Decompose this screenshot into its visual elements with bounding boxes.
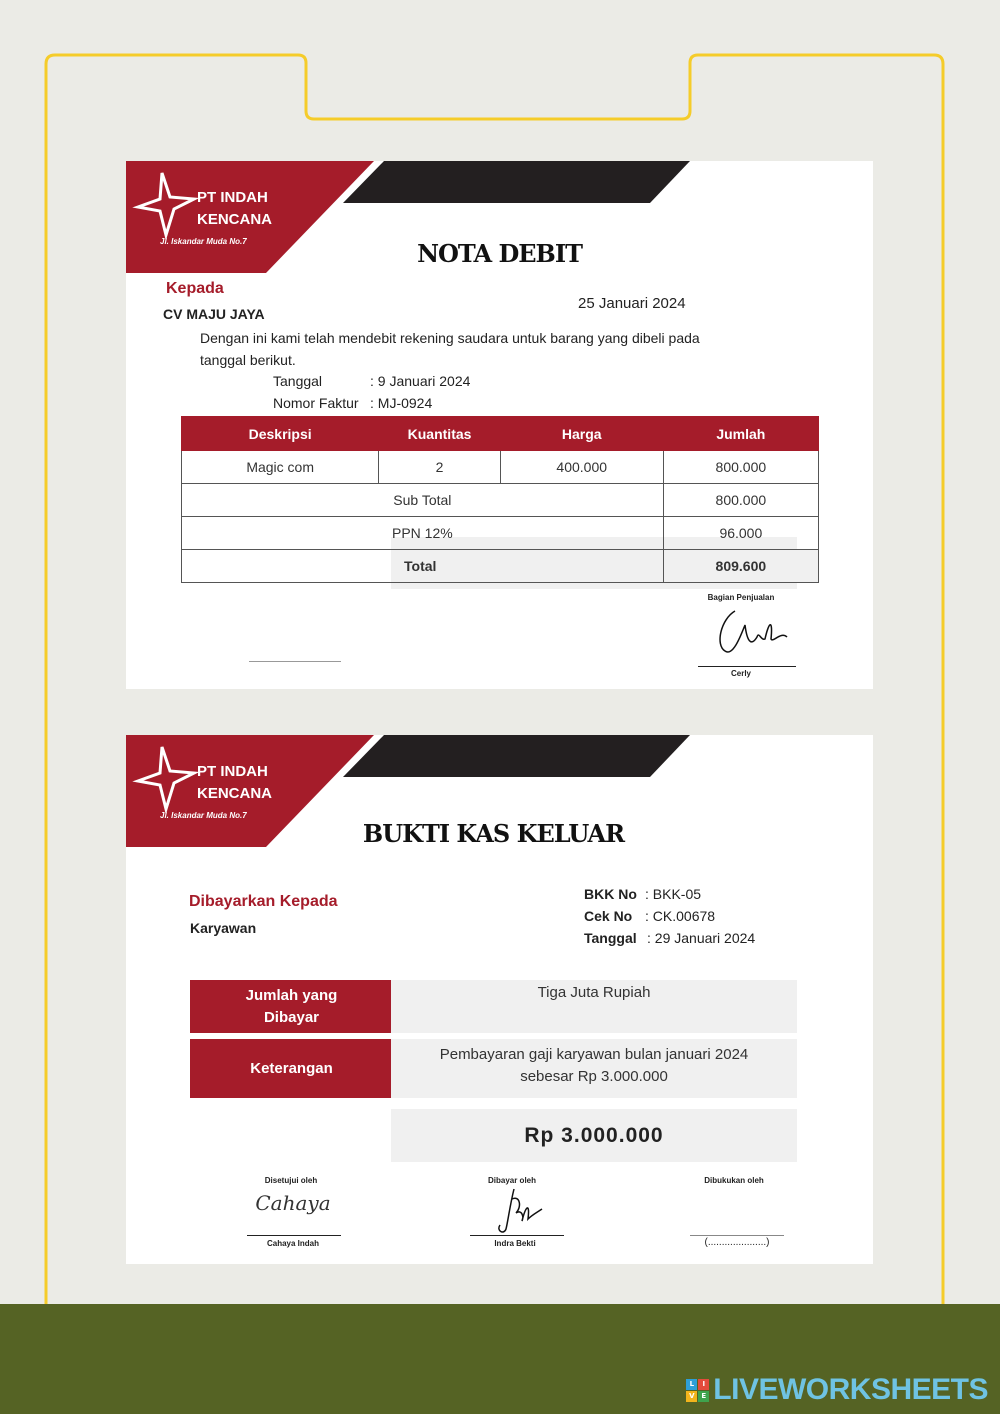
faktur-label: Nomor Faktur xyxy=(273,395,359,411)
booked-label: Dibukukan oleh xyxy=(704,1176,764,1185)
signature-icon xyxy=(711,601,791,659)
tanggal-label: Tanggal xyxy=(584,930,637,946)
cell-kuantitas: 2 xyxy=(379,451,500,484)
amount-words: Tiga Juta Rupiah xyxy=(391,980,797,1033)
total-row xyxy=(182,550,819,583)
bukti-kas-card xyxy=(126,735,873,1264)
note-text: Pembayaran gaji karyawan bulan januari 2024 sebesar Rp 3.000.000 xyxy=(391,1039,797,1098)
signature-line xyxy=(698,666,796,667)
document-title: BUKTI KAS KELUAR xyxy=(362,819,625,848)
recipient-name: CV MAJU JAYA xyxy=(163,306,265,322)
document-date: 25 Januari 2024 xyxy=(578,295,686,312)
total-amount: Rp 3.000.000 xyxy=(391,1109,797,1162)
cell-deskripsi: Magic com xyxy=(182,451,379,484)
brand-grid-icon: L I V E xyxy=(686,1379,709,1402)
tanggal-value: : 29 Januari 2024 xyxy=(647,930,756,946)
total-value: 809.600 xyxy=(663,550,818,583)
ppn-row xyxy=(182,517,819,550)
column-header: Harga xyxy=(500,417,663,451)
bkk-value: : BKK-05 xyxy=(645,886,702,902)
nota-debit-card xyxy=(126,161,873,689)
blank-signature-line xyxy=(249,661,341,662)
subtotal-value: 800.000 xyxy=(663,484,818,517)
table-row xyxy=(182,451,819,484)
column-header: Deskripsi xyxy=(182,417,379,451)
signature-line xyxy=(470,1235,564,1236)
brand-text: LIVEWORKSHEETS xyxy=(713,1373,988,1406)
paid-to-label: Dibayarkan Kepada xyxy=(189,893,338,910)
liveworksheets-logo[interactable] xyxy=(686,1372,988,1408)
signature-line xyxy=(247,1235,341,1236)
booked-name: (.....................) xyxy=(704,1237,770,1248)
company-name: PT INDAH KENCANA xyxy=(197,189,272,228)
bkk-label: BKK No xyxy=(584,886,637,902)
subtotal-row xyxy=(182,484,819,517)
signer-role: Bagian Penjualan xyxy=(707,593,775,602)
invoice-table xyxy=(181,416,819,583)
table-header-row xyxy=(182,417,819,451)
signature-line xyxy=(690,1235,784,1236)
company-address: Jl. Iskandar Muda No.7 xyxy=(160,237,247,246)
approved-name: Cahaya Indah xyxy=(266,1239,319,1248)
amount-label-box: Jumlah yang Dibayar xyxy=(190,980,393,1033)
note-label-box: Keterangan xyxy=(190,1039,393,1098)
approved-label: Disetujui oleh xyxy=(264,1176,318,1185)
signer-name: Cerly xyxy=(730,669,751,678)
ppn-label: PPN 12% xyxy=(182,517,664,550)
body-text-line1: Dengan ini kami telah mendebit rekening saudara untuk barang yang dibeli pada xyxy=(200,330,700,346)
to-label: Kepada xyxy=(166,280,224,297)
total-label: Total xyxy=(182,550,664,583)
cell-harga: 400.000 xyxy=(500,451,663,484)
tanggal-value: : 9 Januari 2024 xyxy=(370,373,471,389)
company-address: Jl. Iskandar Muda No.7 xyxy=(160,811,247,820)
faktur-value: : MJ-0924 xyxy=(370,395,433,411)
signature-icon xyxy=(486,1185,546,1237)
cell-jumlah: 800.000 xyxy=(663,451,818,484)
column-header: Jumlah xyxy=(663,417,818,451)
tanggal-label: Tanggal xyxy=(273,373,323,389)
subtotal-label: Sub Total xyxy=(182,484,664,517)
paid-to-value: Karyawan xyxy=(190,920,257,936)
body-text-line2: tanggal berikut. xyxy=(200,352,296,368)
paid-by-label: Dibayar oleh xyxy=(487,1176,536,1185)
cek-label: Cek No xyxy=(584,908,633,924)
column-header: Kuantitas xyxy=(379,417,500,451)
document-title: NOTA DEBIT xyxy=(417,239,582,268)
company-name: PT INDAH KENCANA xyxy=(197,763,272,802)
approved-signature: Cahaya xyxy=(255,1191,331,1215)
paid-by-name: Indra Bekti xyxy=(494,1239,536,1248)
ppn-value: 96.000 xyxy=(663,517,818,550)
cek-value: : CK.00678 xyxy=(645,908,716,924)
